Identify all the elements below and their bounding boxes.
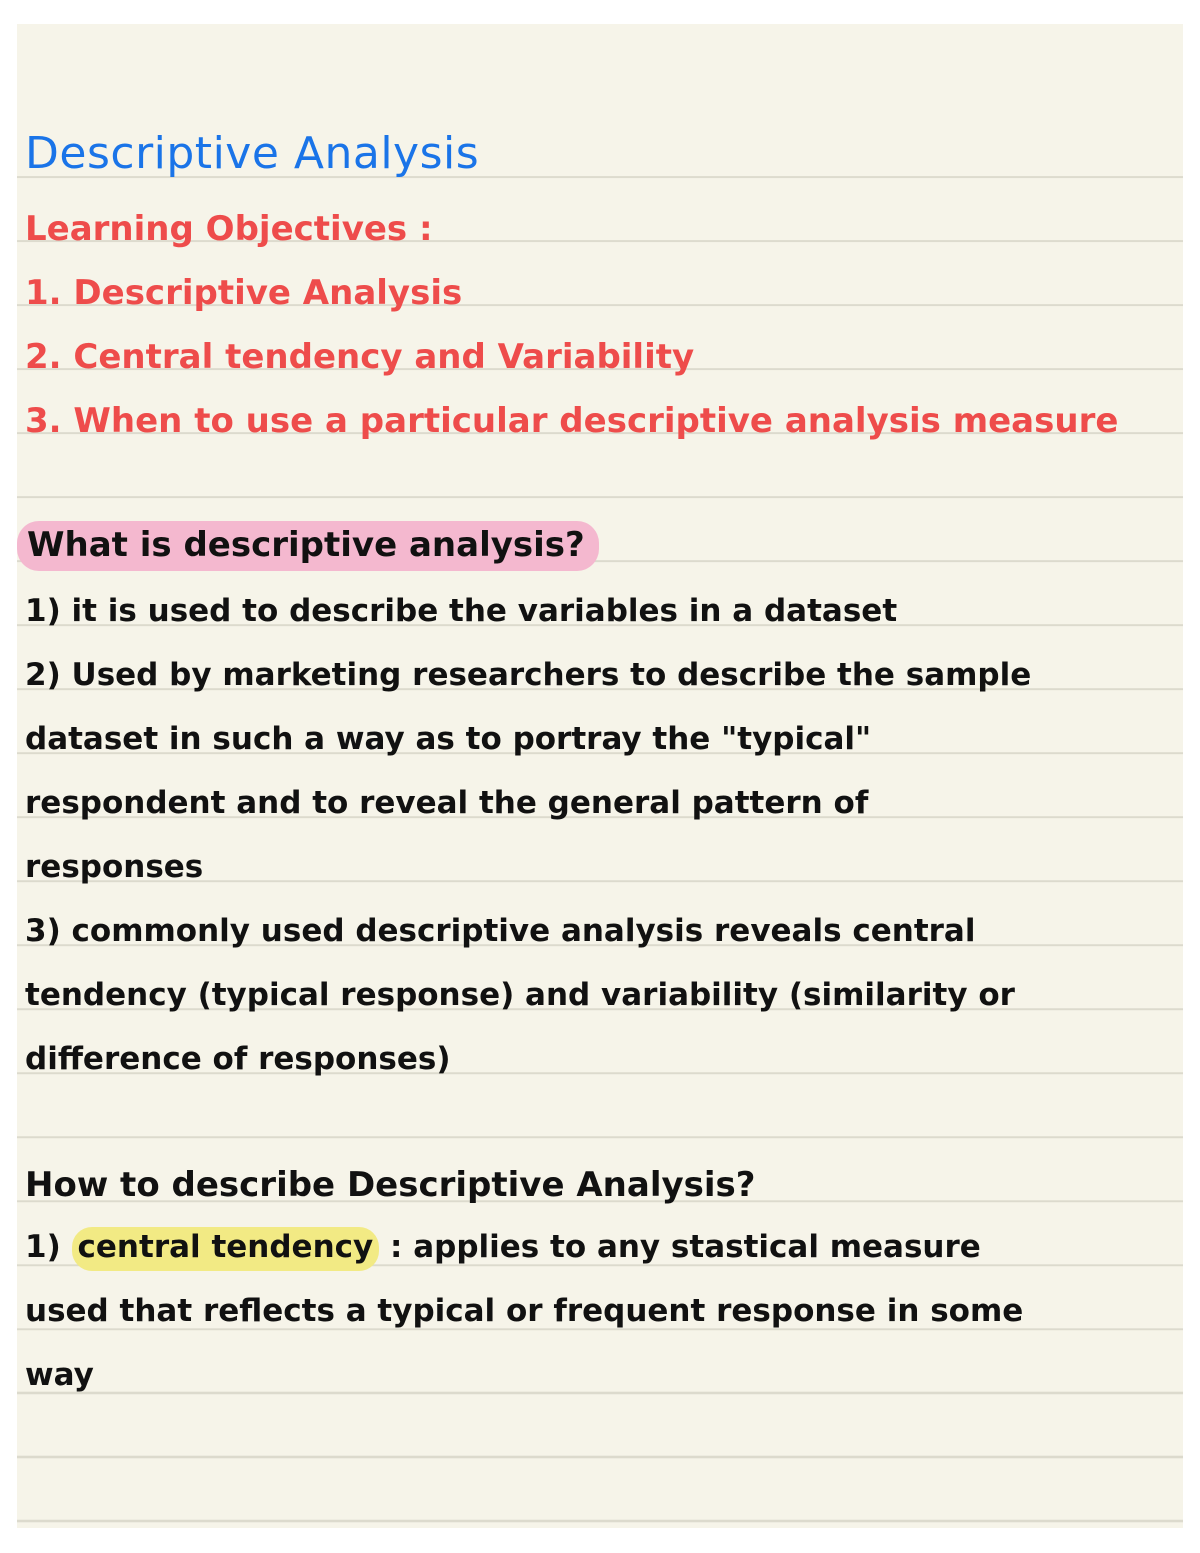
section-how-line-2: used that reflects a typical or frequent response in some bbox=[25, 1293, 1024, 1329]
section-what-line-2: 2) Used by marketing researchers to describe the sample bbox=[25, 657, 1032, 693]
objective-item-3: 3. When to use a particular descriptive analysis measure bbox=[25, 401, 1119, 441]
section-what-line-4: respondent and to reveal the general pattern of bbox=[25, 785, 869, 821]
objective-item-1: 1. Descriptive Analysis bbox=[25, 273, 463, 313]
pink-highlight: What is descriptive analysis? bbox=[17, 521, 599, 571]
page-title: Descriptive Analysis bbox=[25, 128, 480, 179]
item-definition: : applies to any stastical measure bbox=[379, 1229, 981, 1265]
central-tendency-term: central tendency bbox=[72, 1227, 380, 1271]
section-what-line-1: 1) it is used to describe the variables in a dataset bbox=[25, 593, 898, 629]
objective-item-2: 2. Central tendency and Variability bbox=[25, 337, 695, 377]
section-what-line-7: tendency (typical response) and variability (similarity or bbox=[25, 977, 1015, 1013]
section-what-line-3: dataset in such a way as to portray the "typical" bbox=[25, 721, 872, 757]
section-what-line-6: 3) commonly used descriptive analysis reveals central bbox=[25, 913, 976, 949]
notebook-page bbox=[17, 24, 1183, 1528]
item-number: 1) bbox=[25, 1229, 72, 1265]
objectives-heading: Learning Objectives : bbox=[25, 209, 433, 249]
section-what-line-5: responses bbox=[25, 849, 204, 885]
section-how-line-3: way bbox=[25, 1357, 94, 1393]
section-how-line-1 bbox=[25, 1229, 981, 1265]
section-what-heading bbox=[25, 525, 599, 565]
section-what-line-8: difference of responses) bbox=[25, 1041, 451, 1077]
section-how-heading: How to describe Descriptive Analysis? bbox=[25, 1165, 756, 1205]
